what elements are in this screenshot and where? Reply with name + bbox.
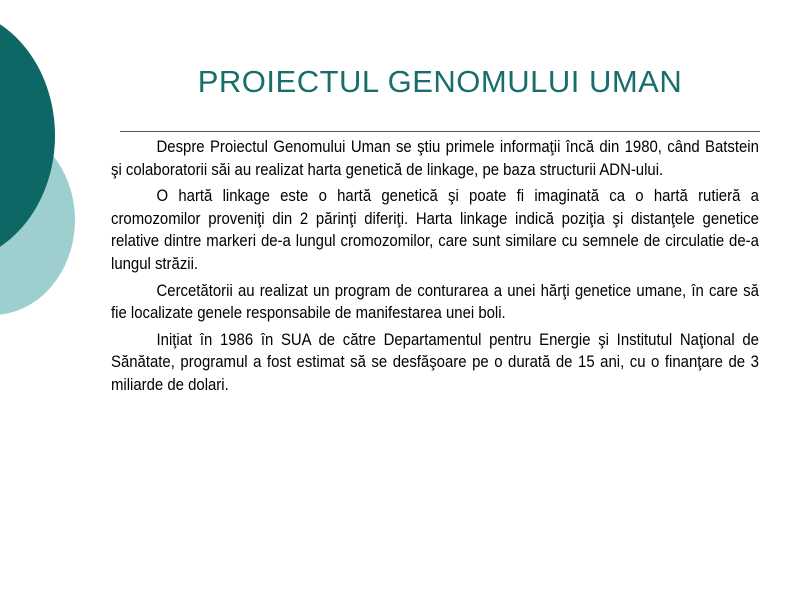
body-paragraph-2: O hartă linkage este o hartă genetică şi poate fi imaginată ca o hartă rutieră a cromozomilor proveniţi din 2 părinţi diferiţi. Harta linkage indică poziţia şi distanţele genetice relative dintre markeri de-a lungul cromozomilor, care sunt similare cu semnele de circulatie de-a lungul străzii. bbox=[111, 187, 759, 273]
body-paragraph-1: Despre Proiectul Genomului Uman se ştiu primele informaţii încă din 1980, când Batstein şi colaboratorii săi au realizat harta genetică de linkage, pe baza structurii ADN-ului. bbox=[111, 138, 759, 179]
slide-title: PROIECTUL GENOMULUI UMAN bbox=[197, 64, 683, 99]
body-paragraph-4: Iniţiat în 1986 în SUA de către Departamentul pentru Energie şi Institutul Naţional de Sănătate, programul a fost estimat să se desfăşoare pe o durată de 15 ani, cu o finanţare de 3 miliarde de dolari. bbox=[111, 330, 759, 394]
slide-body bbox=[111, 136, 759, 401]
title-divider bbox=[120, 131, 760, 132]
body-paragraph-3: Cercetătorii au realizat un program de conturarea a unei hărţi genetice umane, în care să fie localizate genele responsabile de manifestarea unei boli. bbox=[111, 281, 759, 323]
